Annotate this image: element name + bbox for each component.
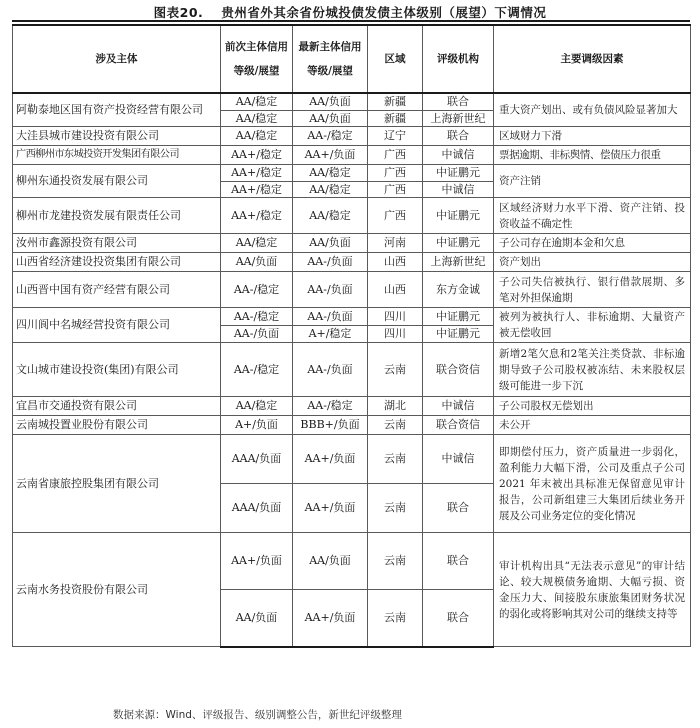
previous-rating-cell: AA-/稳定	[221, 308, 293, 326]
table-row	[13, 416, 691, 435]
latest-rating-cell: AA/稳定	[293, 198, 368, 234]
agency-cell: 中诚信	[423, 435, 494, 484]
factor-cell: 即期偿付压力，资产质量进一步弱化，盈利能力大幅下滑，公司及重点子公司 2021 年末被出具标准无保留意见审计报告，公司新组建三大集团后续业务开展及公司业务定位的变化情况	[494, 435, 691, 533]
agency-cell: 联合	[423, 590, 494, 647]
table-row	[13, 146, 691, 165]
entity-cell: 广西柳州市东城投资开发集团有限公司	[13, 146, 221, 165]
region-cell: 云南	[368, 343, 423, 397]
header-agency: 评级机构	[423, 25, 494, 93]
header-entity: 涉及主体	[13, 25, 221, 93]
agency-cell: 上海新世纪	[423, 110, 494, 127]
previous-rating-cell: AA+/稳定	[221, 165, 293, 182]
agency-cell: 中证鹏元	[423, 308, 494, 326]
previous-rating-cell: AA/稳定	[221, 110, 293, 127]
region-cell: 新疆	[368, 93, 423, 110]
region-cell: 新疆	[368, 110, 423, 127]
latest-rating-cell: AA+/负面	[293, 435, 368, 484]
header-factors: 主要调级因素	[494, 25, 691, 93]
chart-number: 图表20.	[153, 5, 204, 20]
latest-rating-cell: AA+/负面	[293, 590, 368, 647]
previous-rating-cell: AA/稳定	[221, 93, 293, 110]
region-cell: 广西	[368, 181, 423, 198]
latest-rating-cell: BBB+/负面	[293, 416, 368, 435]
previous-rating-cell: AA-/稳定	[221, 343, 293, 397]
rating-downgrade-table	[12, 24, 691, 648]
factor-cell: 资产注销	[494, 165, 691, 198]
agency-cell: 联合	[423, 533, 494, 590]
latest-rating-cell: AA+/负面	[293, 146, 368, 165]
latest-rating-cell: AA-/稳定	[293, 127, 368, 146]
factor-cell: 区域经济财力水平下滑、资产注销、投资收益不确定性	[494, 198, 691, 234]
table-row	[13, 198, 691, 234]
factor-cell: 被列为被执行人、非标逾期、大量资产被无偿收回	[494, 308, 691, 343]
previous-rating-cell: AA-/负面	[221, 325, 293, 343]
region-cell: 四川	[368, 325, 423, 343]
entity-cell: 汝州市鑫源投资有限公司	[13, 234, 221, 253]
region-cell: 云南	[368, 533, 423, 590]
factor-cell: 子公司股权无偿划出	[494, 397, 691, 416]
table-row	[13, 435, 691, 484]
factor-cell: 未公开	[494, 416, 691, 435]
latest-rating-cell: AA+/负面	[293, 484, 368, 533]
table-row	[13, 343, 691, 397]
region-cell: 广西	[368, 165, 423, 182]
agency-cell: 联合	[423, 127, 494, 146]
factor-cell: 资产划出	[494, 253, 691, 272]
latest-rating-cell: AA/稳定	[293, 181, 368, 198]
chart-title-text: 贵州省外其余省份城投债发债主体级别（展望）下调情况	[221, 5, 547, 20]
entity-cell: 柳州东通投资发展有限公司	[13, 165, 221, 198]
entity-cell: 阿勒泰地区国有资产投资经营有限公司	[13, 93, 221, 127]
latest-rating-cell: AA/负面	[293, 110, 368, 127]
entity-cell: 文山城市建设投资(集团)有限公司	[13, 343, 221, 397]
region-cell: 湖北	[368, 397, 423, 416]
previous-rating-cell: AA+/稳定	[221, 146, 293, 165]
previous-rating-cell: AA+/负面	[221, 533, 293, 590]
latest-rating-cell: AA-/稳定	[293, 397, 368, 416]
factor-cell: 区域财力下滑	[494, 127, 691, 146]
header-region: 区域	[368, 25, 423, 93]
previous-rating-cell: AA-/稳定	[221, 272, 293, 308]
region-cell: 辽宁	[368, 127, 423, 146]
previous-rating-cell: AAA/负面	[221, 484, 293, 533]
agency-cell: 中诚信	[423, 397, 494, 416]
agency-cell: 中证鹏元	[423, 198, 494, 234]
entity-cell: 宜昌市交通投资有限公司	[13, 397, 221, 416]
data-source-note: 数据来源：Wind、评级报告、级别调整公告，新世纪评级整理	[113, 709, 402, 721]
table-row	[13, 93, 691, 110]
agency-cell: 中证鹏元	[423, 234, 494, 253]
previous-rating-cell: A+/负面	[221, 416, 293, 435]
latest-rating-cell: AA-/负面	[293, 308, 368, 326]
factor-cell: 子公司失信被执行、银行借款展期、多笔对外担保逾期	[494, 272, 691, 308]
factor-cell: 子公司存在逾期本金和欠息	[494, 234, 691, 253]
agency-cell: 联合资信	[423, 416, 494, 435]
previous-rating-cell: AA+/稳定	[221, 181, 293, 198]
factor-cell: 审计机构出具“无法表示意见”的审计结论、较大规模债务逾期、大幅亏损、资金压力大、间接股东康旅集团财务状况的弱化或将影响其对公司的继续支持等	[494, 533, 691, 647]
previous-rating-cell: AA/负面	[221, 590, 293, 647]
region-cell: 云南	[368, 590, 423, 647]
header-latest-rating: 最新主体信用等级/展望	[293, 25, 368, 93]
latest-rating-cell: AA/稳定	[293, 165, 368, 182]
region-cell: 河南	[368, 234, 423, 253]
region-cell: 云南	[368, 484, 423, 533]
entity-cell: 云南城投置业股份有限公司	[13, 416, 221, 435]
latest-rating-cell: AA/负面	[293, 93, 368, 110]
latest-rating-cell: AA-/负面	[293, 343, 368, 397]
table-row	[13, 272, 691, 308]
table-row	[13, 253, 691, 272]
table-row	[13, 533, 691, 590]
region-cell: 广西	[368, 198, 423, 234]
agency-cell: 联合	[423, 93, 494, 110]
previous-rating-cell: AA/稳定	[221, 234, 293, 253]
agency-cell: 联合资信	[423, 343, 494, 397]
latest-rating-cell: AA-/负面	[293, 253, 368, 272]
entity-cell: 山西晋中国有资产经营有限公司	[13, 272, 221, 308]
title-rule	[12, 20, 690, 22]
entity-cell: 山西省经济建设投资集团有限公司	[13, 253, 221, 272]
agency-cell: 联合	[423, 484, 494, 533]
region-cell: 山西	[368, 253, 423, 272]
latest-rating-cell: A+/稳定	[293, 325, 368, 343]
agency-cell: 中诚信	[423, 146, 494, 165]
agency-cell: 中诚信	[423, 181, 494, 198]
latest-rating-cell: AA-/负面	[293, 272, 368, 308]
latest-rating-cell: AA/负面	[293, 533, 368, 590]
factor-cell: 票据逾期、非标舆情、偿债压力很重	[494, 146, 691, 165]
agency-cell: 东方金诚	[423, 272, 494, 308]
previous-rating-cell: AA/负面	[221, 253, 293, 272]
entity-cell: 大洼县城市建设投资有限公司	[13, 127, 221, 146]
region-cell: 广西	[368, 146, 423, 165]
chart-title	[0, 3, 700, 21]
entity-cell: 云南水务投资股份有限公司	[13, 533, 221, 647]
previous-rating-cell: AA/稳定	[221, 397, 293, 416]
latest-rating-cell: AA/负面	[293, 234, 368, 253]
factor-cell: 重大资产划出、或有负债风险显著加大	[494, 93, 691, 127]
region-cell: 山西	[368, 272, 423, 308]
table-row	[13, 234, 691, 253]
region-cell: 云南	[368, 416, 423, 435]
region-cell: 云南	[368, 435, 423, 484]
previous-rating-cell: AA+/稳定	[221, 198, 293, 234]
table-row	[13, 397, 691, 416]
table-row	[13, 165, 691, 182]
entity-cell: 云南省康旅控股集团有限公司	[13, 435, 221, 533]
previous-rating-cell: AA/稳定	[221, 127, 293, 146]
table-row	[13, 127, 691, 146]
agency-cell: 中证鹏元	[423, 165, 494, 182]
previous-rating-cell: AAA/负面	[221, 435, 293, 484]
factor-cell: 新增2笔欠息和2笔关注类贷款、非标逾期导致子公司股权被冻结、未来股权层级可能进一步下沉	[494, 343, 691, 397]
agency-cell: 中证鹏元	[423, 325, 494, 343]
header-previous-rating: 前次主体信用等级/展望	[221, 25, 293, 93]
entity-cell: 柳州市龙建投资发展有限责任公司	[13, 198, 221, 234]
agency-cell: 上海新世纪	[423, 253, 494, 272]
header-row	[13, 25, 691, 93]
region-cell: 四川	[368, 308, 423, 326]
table-row	[13, 308, 691, 326]
entity-cell: 四川阆中名城经营投资有限公司	[13, 308, 221, 343]
